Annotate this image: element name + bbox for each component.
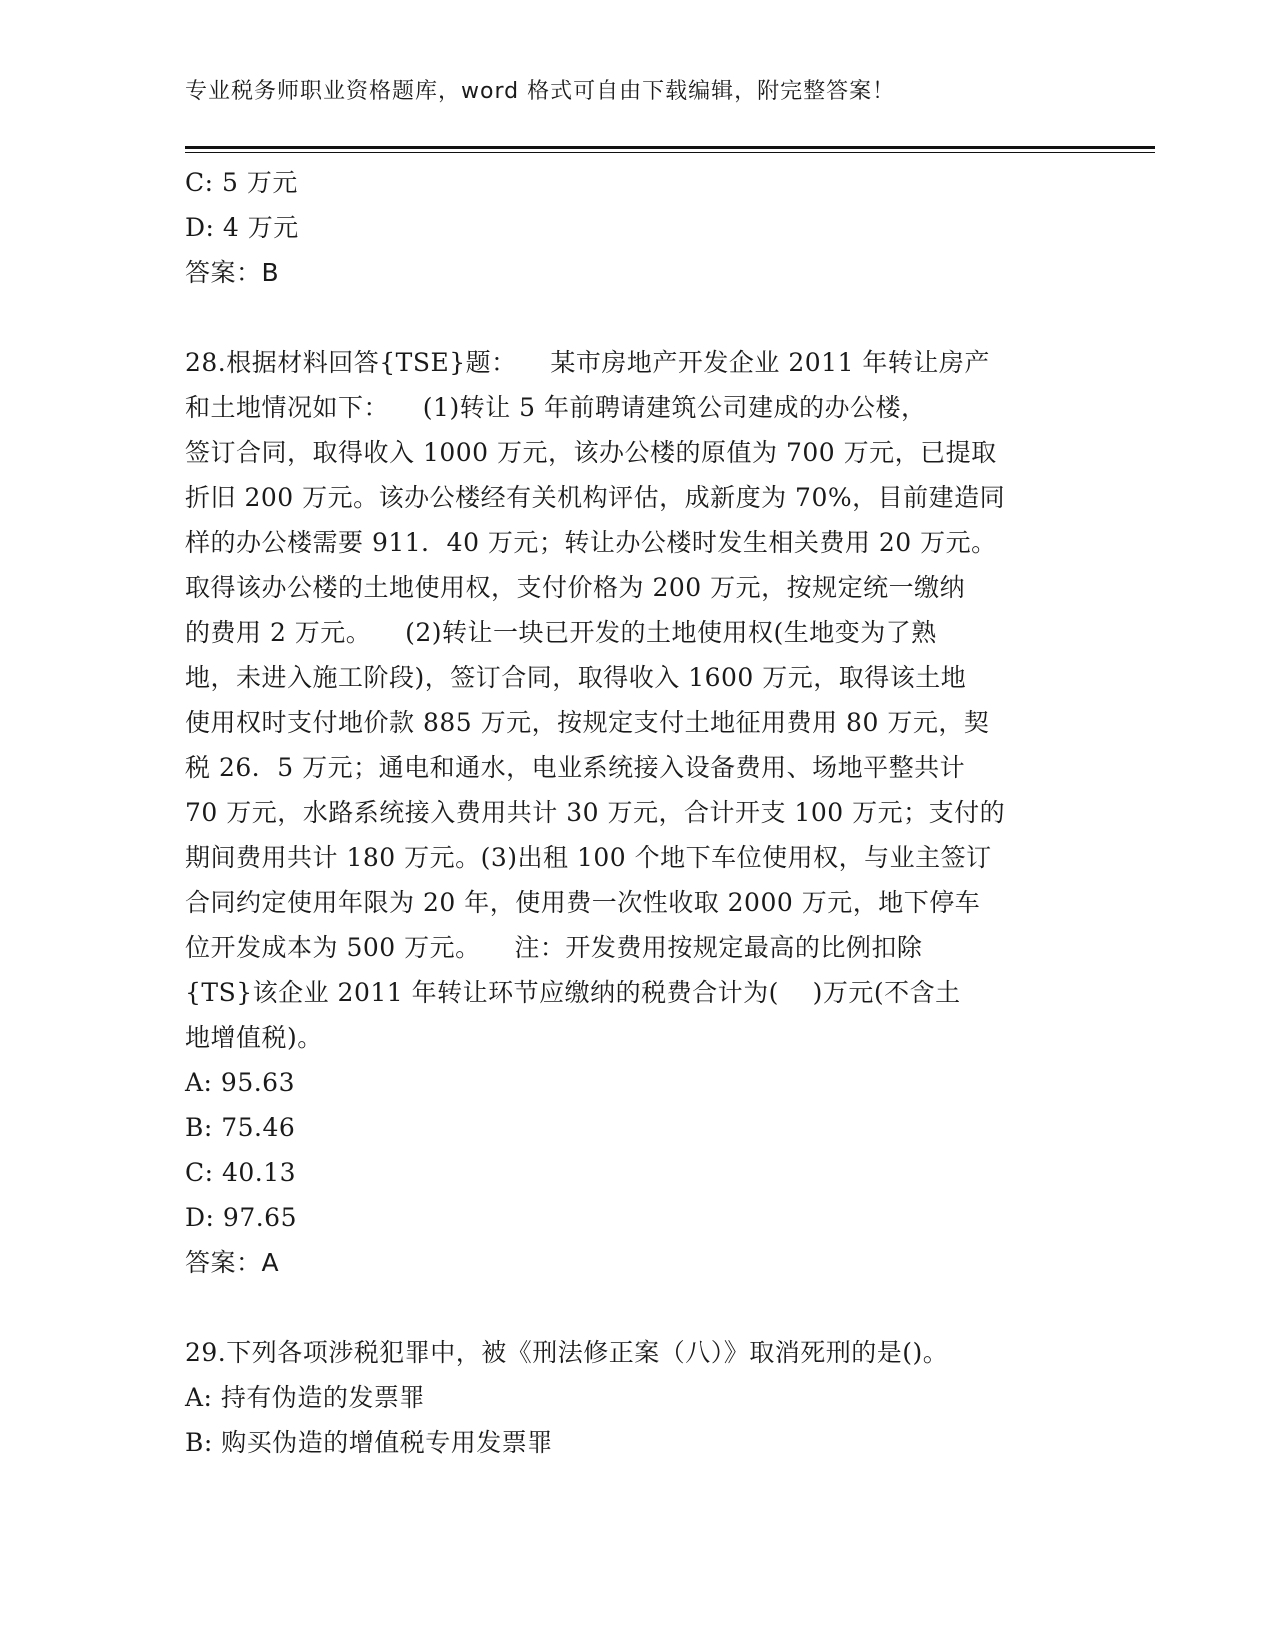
answer: 答案：A [185, 1248, 280, 1277]
question-line: {TS}该企业 2011 年转让环节应缴纳的税费合计为( )万元(不含土 [185, 978, 961, 1007]
question-line: 70 万元，水路系统接入费用共计 30 万元，合计开支 100 万元；支付的 [185, 798, 1006, 827]
question-28 [185, 340, 1090, 1285]
option-b: B: 75.46 [185, 1113, 296, 1142]
question-29 [185, 1330, 1090, 1465]
document-body [185, 160, 1090, 1465]
option-c: C: 40.13 [185, 1158, 297, 1187]
option-d: D: 4 万元 [185, 213, 299, 242]
option-a: A: 95.63 [185, 1068, 295, 1097]
option-d: D: 97.65 [185, 1203, 297, 1232]
answer: 答案：B [185, 258, 280, 287]
header-rule-thick [185, 146, 1155, 149]
question-line: 使用权时支付地价款 885 万元，按规定支付土地征用费用 80 万元，契 [185, 708, 990, 737]
spacer [185, 295, 1090, 340]
question-line: 取得该办公楼的土地使用权，支付价格为 200 万元，按规定统一缴纳 [185, 573, 966, 602]
question-line: 的费用 2 万元。 (2)转让一块已开发的土地使用权(生地变为了熟 [185, 618, 937, 647]
question-line: 期间费用共计 180 万元。(3)出租 100 个地下车位使用权，与业主签订 [185, 843, 992, 872]
question-stem: 29.下列各项涉税犯罪中，被《刑法修正案（八）》取消死刑的是()。 [185, 1338, 949, 1367]
question-line: 28.根据材料回答{TSE}题： 某市房地产开发企业 2011 年转让房产 [185, 348, 990, 377]
question-line: 折旧 200 万元。该办公楼经有关机构评估，成新度为 70%，目前建造同 [185, 483, 1006, 512]
page-header: 专业税务师职业资格题库，word 格式可自由下载编辑，附完整答案！ [185, 79, 896, 104]
option-a: A: 持有伪造的发票罪 [185, 1383, 425, 1412]
question-line: 和土地情况如下： (1)转让 5 年前聘请建筑公司建成的办公楼， [185, 393, 927, 422]
question-line: 税 26．5 万元；通电和通水，电业系统接入设备费用、场地平整共计 [185, 753, 966, 782]
question-line: 位开发成本为 500 万元。 注：开发费用按规定最高的比例扣除 [185, 933, 923, 962]
option-c: C: 5 万元 [185, 168, 298, 197]
spacer [185, 1285, 1090, 1330]
option-b: B: 购买伪造的增值税专用发票罪 [185, 1428, 553, 1457]
question-line: 地增值税)。 [185, 1023, 323, 1052]
question-line: 地，未进入施工阶段)，签订合同，取得收入 1600 万元，取得该土地 [185, 663, 967, 692]
question-line: 合同约定使用年限为 20 年，使用费一次性收取 2000 万元，地下停车 [185, 888, 981, 917]
question-line: 签订合同，取得收入 1000 万元，该办公楼的原值为 700 万元，已提取 [185, 438, 997, 467]
header-rule-thin [185, 152, 1155, 153]
question-line: 样的办公楼需要 911．40 万元；转让办公楼时发生相关费用 20 万元。 [185, 528, 997, 557]
